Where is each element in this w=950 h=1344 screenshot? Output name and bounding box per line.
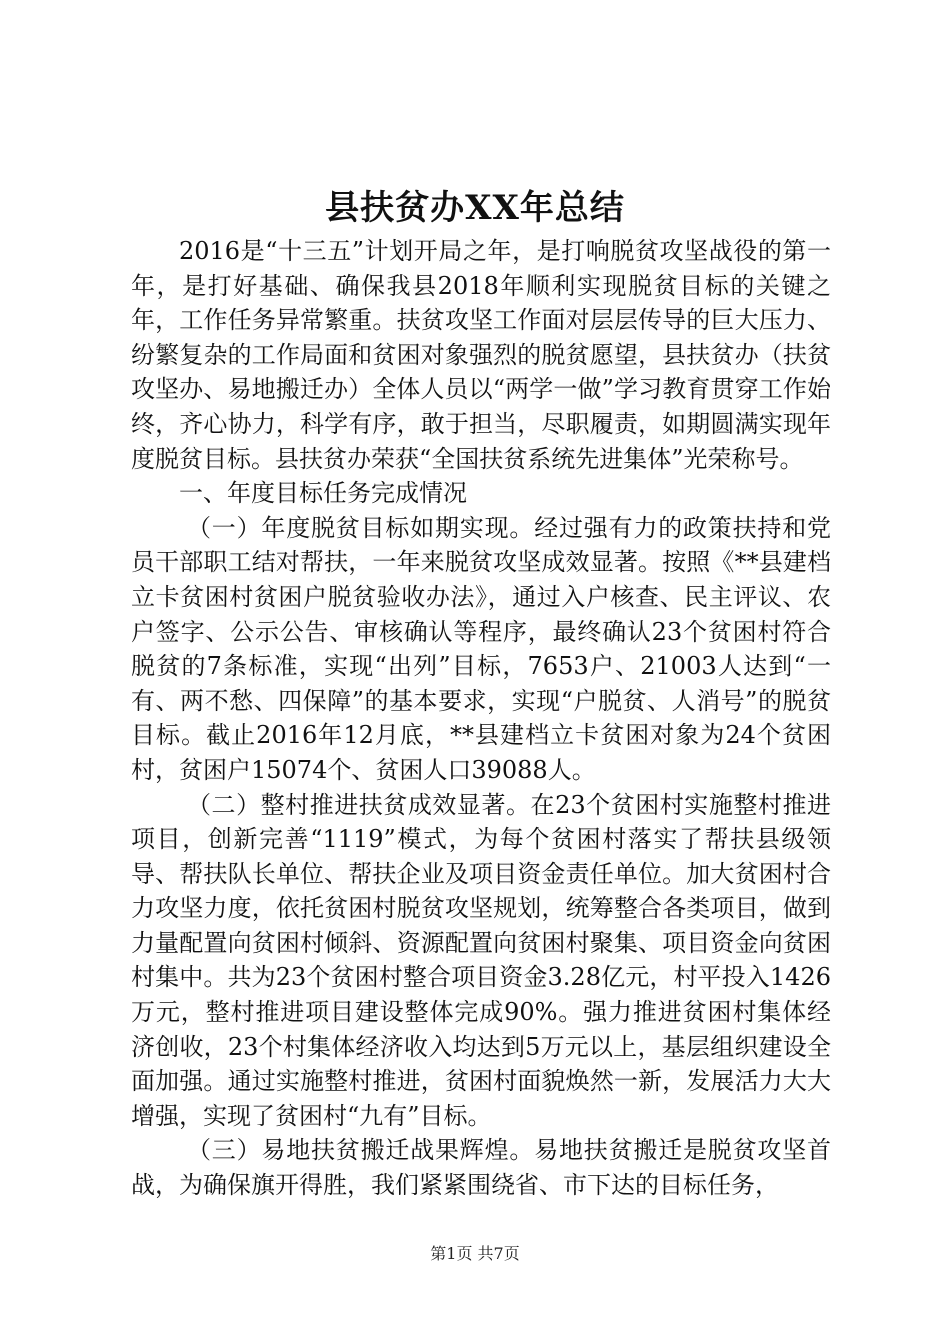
subsection-paragraph-2: （二）整村推进扶贫成效显著。在23个贫困村实施整村推进项目，创新完善“1119”模式，为每个贫困村落实了帮扶县级领导、帮扶队长单位、帮扶企业及项目资金责任单位。加大贫困村合力攻坚力度，依托贫困村脱贫攻坚规划，统筹整合各类项目，做到力量配置向贫困村倾斜、资源配置向贫困村聚集、项目资金向贫困村集中。共为23个贫困村整合项目资金3.28亿元，村平投入1426万元，整村推进项目建设整体完成90%。强力推进贫困村集体经济创收，23个村集体经济收入均达到5万元以上，基层组织建设全面加强。通过实施整村推进，贫困村面貌焕然一新，发展活力大大增强，实现了贫困村“九有”目标。: [131, 790, 831, 1130]
document-title: 县扶贫办XX年总结: [325, 188, 625, 228]
subsection-paragraph-3: （三）易地扶贫搬迁战果辉煌。易地扶贫搬迁是脱贫攻坚首战，为确保旗开得胜，我们紧紧围绕省、市下达的目标任务，: [131, 1136, 831, 1200]
section-heading: 一、年度目标任务完成情况: [179, 479, 467, 508]
document-body: [131, 234, 831, 1203]
subsection-paragraph-1: （一）年度脱贫目标如期实现。经过强有力的政策扶持和党员干部职工结对帮扶，一年来脱贫攻坚成效显著。按照《**县建档立卡贫困村贫困户脱贫验收办法》，通过入户核查、民主评议、农户签字、公示公告、审核确认等程序，最终确认23个贫困村符合脱贫的7条标准，实现“出列”目标，7653户、21003人达到“一有、两不愁、四保障”的基本要求，实现“户脱贫、人消号”的脱贫目标。截止2016年12月底，**县建档立卡贫困对象为24个贫困村，贫困户15074个、贫困人口39088人。: [131, 513, 831, 784]
intro-paragraph: 2016是“十三五”计划开局之年，是打响脱贫攻坚战役的第一年，是打好基础、确保我县2018年顺利实现脱贫目标的关键之年，工作任务异常繁重。扶贫攻坚工作面对层层传导的巨大压力、纷繁复杂的工作局面和贫困对象强烈的脱贫愿望，县扶贫办（扶贫攻坚办、易地搬迁办）全体人员以“两学一做”学习教育贯穿工作始终，齐心协力，科学有序，敢于担当，尽职履责，如期圆满实现年度脱贫目标。县扶贫办荣获“全国扶贫系统先进集体”光荣称号。: [131, 237, 831, 473]
page-number-footer: 第1页 共7页: [430, 1244, 520, 1263]
